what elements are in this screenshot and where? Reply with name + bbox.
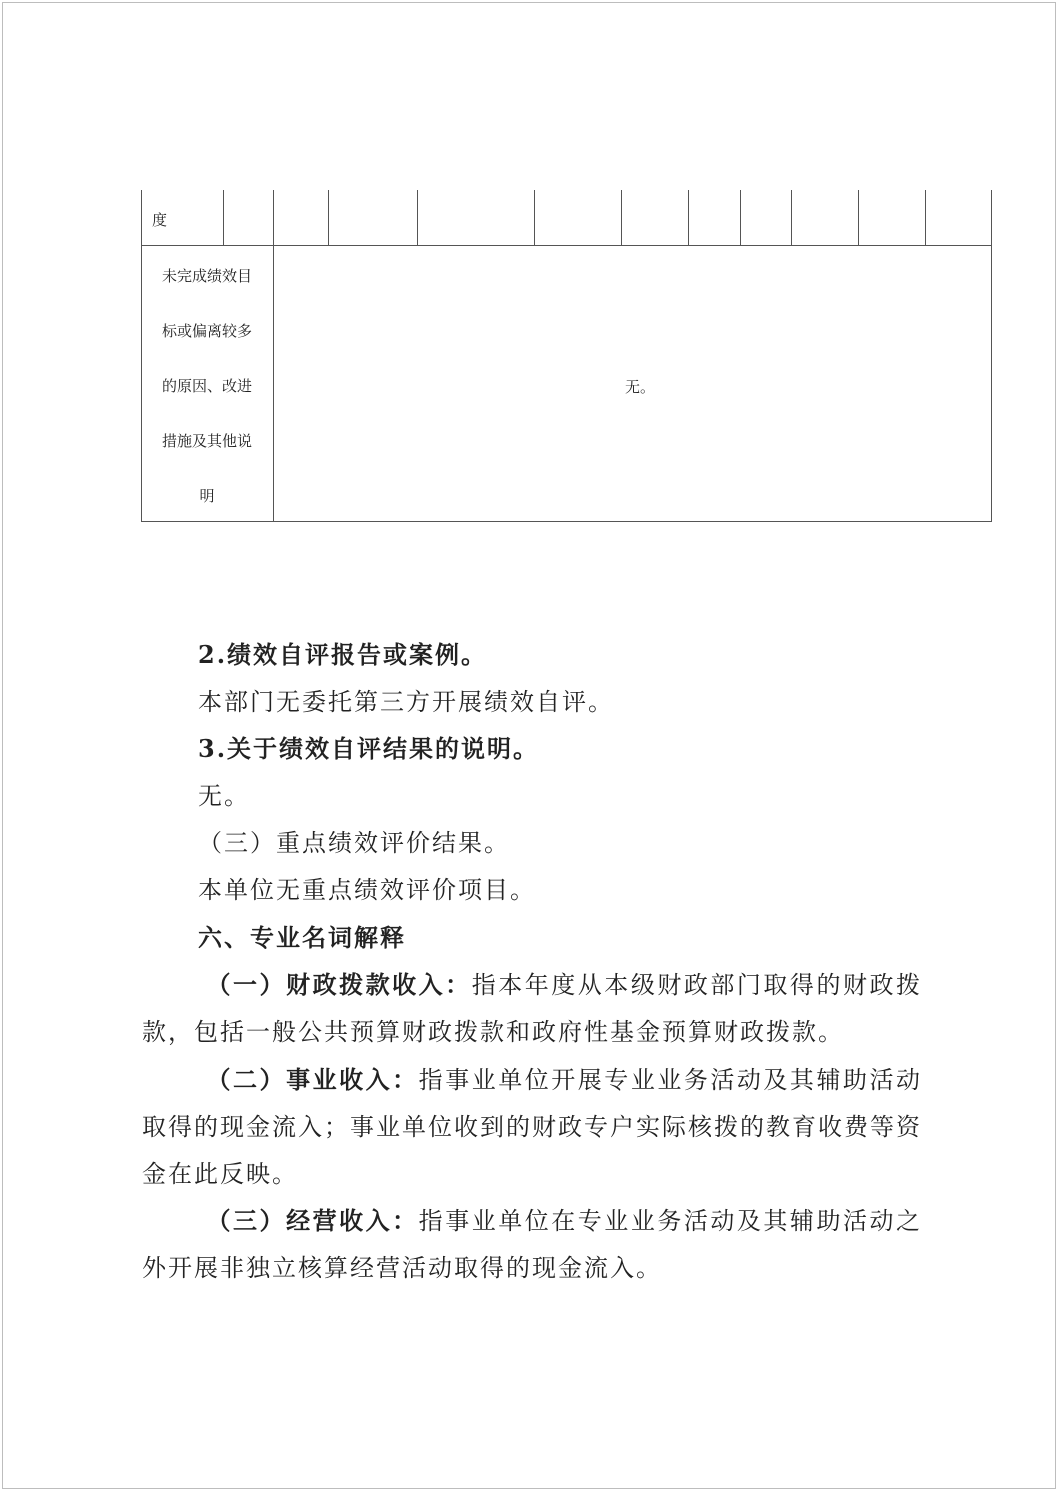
table-col-divider <box>858 190 859 246</box>
term-definition: 指事业单位开展专业业务活动及其辅助活动取得的现金流入；事业单位收到的财政专户实际核拨的教育收费等资金在此反映。 <box>142 1066 923 1188</box>
term-name: （二）事业收入： <box>206 1065 419 1094</box>
table-col-divider <box>223 190 224 246</box>
table-col-divider <box>417 190 418 246</box>
table-col-divider <box>688 190 689 246</box>
term-paragraph <box>142 1197 922 1292</box>
term-definition: 指本年度从本级财政部门取得的财政拨款，包括一般公共预算财政拨款和政府性基金预算财政拨款。 <box>142 971 922 1046</box>
remark-label-line: 的原因、改进 <box>161 377 252 395</box>
table-col-divider <box>328 190 329 246</box>
remark-label-line: 明 <box>199 487 215 505</box>
key-evaluation-body: 本单位无重点绩效评价项目。 <box>198 876 536 904</box>
remark-label-line: 标或偏离较多 <box>161 322 252 340</box>
table-top-row-label: 度 <box>152 211 168 229</box>
table-col-divider <box>534 190 535 246</box>
remark-label-line: 未完成绩效目 <box>161 267 252 285</box>
term-name: （一）财政拨款收入： <box>206 970 472 999</box>
table-label-divider <box>273 190 274 522</box>
section-3-body: 无。 <box>198 782 250 810</box>
table-row-divider <box>141 245 992 246</box>
section-2-title: 2.绩效自评报告或案例。 <box>198 640 488 669</box>
table-right-border <box>991 190 992 522</box>
remark-value: 无。 <box>625 378 656 396</box>
table-col-divider <box>791 190 792 246</box>
table-col-divider <box>925 190 926 246</box>
table-col-divider <box>740 190 741 246</box>
term-name: （三）经营收入： <box>206 1206 419 1235</box>
section-6-title: 六、专业名词解释 <box>198 923 406 952</box>
table-left-border <box>141 190 142 522</box>
table-col-divider <box>621 190 622 246</box>
term-paragraph <box>142 961 922 1056</box>
key-evaluation-title: （三）重点绩效评价结果。 <box>198 829 510 857</box>
remark-label-line: 措施及其他说 <box>161 432 252 450</box>
term-definition: 指事业单位在专业业务活动及其辅助活动之外开展非独立核算经营活动取得的现金流入。 <box>142 1207 923 1282</box>
section-3-title: 3.关于绩效自评结果的说明。 <box>198 734 540 763</box>
section-2-body: 本部门无委托第三方开展绩效自评。 <box>198 688 614 716</box>
table-bottom-border <box>141 521 992 522</box>
performance-table <box>141 190 992 522</box>
term-paragraph <box>142 1056 922 1198</box>
